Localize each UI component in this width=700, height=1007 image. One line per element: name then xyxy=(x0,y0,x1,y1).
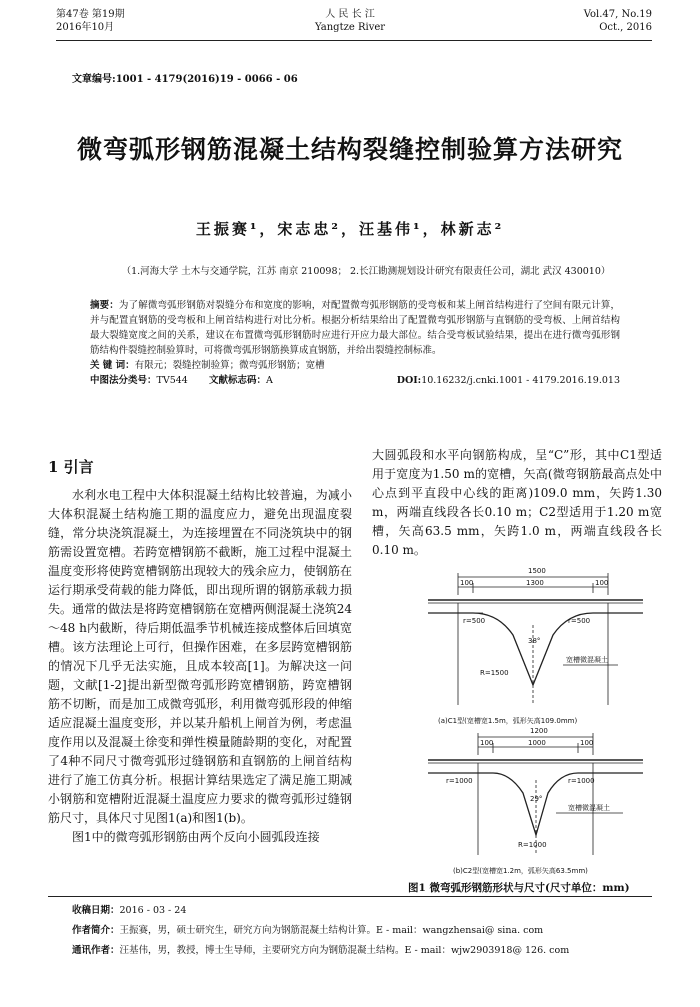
fig-b-angle: 29° xyxy=(530,795,543,803)
fig-a-dim-right: 100 xyxy=(595,579,609,587)
clc-label: 中图法分类号： xyxy=(90,375,157,386)
fig-b-dim-left: 100 xyxy=(480,739,494,747)
date-en-text: Oct., 2016 xyxy=(599,22,652,33)
figure-1 xyxy=(388,565,668,875)
journal-name-cn: 人 民 长 江 xyxy=(325,9,375,20)
fig-a-angle: 38° xyxy=(528,637,541,645)
figure-paragraph-start: 图1中的微弯弧形钢筋由两个反向小圆弧段连接 xyxy=(72,830,320,844)
keywords-label: 关 键 词： xyxy=(90,360,135,371)
corresponding-author: 汪基伟，男，教授，博士生导师，主要研究方向为钢筋混凝土结构。E - mail：wjw2903918@ 126. com xyxy=(119,945,570,956)
fig-b-r-right: r=1000 xyxy=(568,777,595,785)
fig-a-r-left: r=500 xyxy=(463,617,486,625)
abstract-label: 摘要： xyxy=(90,300,119,311)
keywords-line xyxy=(90,358,620,373)
corresponding-line xyxy=(72,942,569,956)
fig-b-label: 宽槽微混凝土 xyxy=(568,804,610,812)
received-label: 收稿日期： xyxy=(72,905,120,916)
fig-a-caption: (a)C1型(宽槽宽1.5m，弧形矢高109.0mm) xyxy=(438,717,578,725)
corresponding-label: 通讯作者： xyxy=(72,945,120,956)
doi-value: 10.16232/j.cnki.1001 - 4179.2016.19.013 xyxy=(421,375,620,386)
author-list: 王振赛¹，宋志忠²，汪基伟¹，林新志² xyxy=(195,220,505,238)
journal-volume-en xyxy=(584,8,652,34)
abstract-body: 为了解微弯弧形钢筋对裂缝分布和宽度的影响，对配置微弯弧形钢筋的受弯板和某上闸首结构进行了空间有限元计算，并与配置直钢筋的受弯板和上闸首结构进行对比分析。根据分析结果给出了配置微弯弧形钢筋与直钢筋的受弯板、上闸首结构最大裂缝宽度之间的关系，建议在布置微弯弧形钢筋时应进行开应力最大部位。结合受弯板试验结果，提出在进行微弯弧形钢筋结构件裂缝控制验算时，可将微弯弧形钢筋换算成直钢筋，并给出裂缝控制标准。 xyxy=(90,300,620,356)
keywords-value: 有限元；裂缝控制验算；微弯弧形钢筋；宽槽 xyxy=(134,360,325,371)
affiliation: （1.河海大学 土木与交通学院，江苏 南京 210098； 2.长江勘测规划设计研究有限责任公司，湖北 武汉 430010） xyxy=(121,266,611,277)
received-line xyxy=(72,902,186,916)
author-bio-line xyxy=(72,922,543,936)
doi-label: DOI: xyxy=(396,375,422,386)
article-number: 文章编号:1001 - 4179(2016)19 - 0066 - 06 xyxy=(72,74,298,85)
doc-code-value: A xyxy=(266,375,273,386)
fig-b-dim-mid: 1000 xyxy=(528,739,546,747)
abstract-text xyxy=(90,298,620,358)
section-heading: 1 引言 xyxy=(48,458,94,476)
author-bio: 王振赛，男，硕士研究生，研究方向为钢筋混凝土结构计算。E - mail：wangzhensai@ sina. com xyxy=(119,925,544,936)
fig-b-radius: R=1000 xyxy=(518,841,547,849)
clc-value: TV544 xyxy=(156,375,188,386)
classification-line xyxy=(90,373,620,388)
footnote-divider xyxy=(48,896,652,897)
left-column xyxy=(48,486,352,847)
issue-date-text: 2016年10月 xyxy=(56,22,115,33)
figure-caption: 图1 微弯弧形钢筋形状与尺寸(尺寸单位：mm) xyxy=(408,882,630,894)
fig-b-r-left: r=1000 xyxy=(446,777,473,785)
fig-b-dim-total: 1200 xyxy=(530,727,548,735)
fig-b-dim-right: 100 xyxy=(580,739,594,747)
received-date: 2016 - 03 - 24 xyxy=(119,905,187,916)
author-bio-label: 作者简介： xyxy=(72,925,120,936)
fig-a-radius: R=1500 xyxy=(480,669,509,677)
journal-name-en: Yangtze River xyxy=(314,22,386,33)
right-column xyxy=(372,446,662,560)
figure-1a-labels xyxy=(460,567,608,677)
fig-a-r-right: r=500 xyxy=(568,617,591,625)
figure-description: 大圆弧段和水平向钢筋构成，呈“C”形，其中C1型适用于宽度为1.50 m的宽槽，矢高(微弯钢筋最高点处中心点到平直段中心线的距离)109.0 mm，矢跨1.30 m，两端直线段各长0.10 m；C2型适用于1.20 m宽槽，矢高63.5 mm，矢跨1.0 m，两端直线段各长0.10 m。 xyxy=(372,448,662,557)
volume-en-text: Vol.47, No.19 xyxy=(583,9,652,20)
fig-a-label: 宽槽微混凝土 xyxy=(566,656,608,664)
abstract-block xyxy=(90,298,620,388)
intro-paragraph: 水利水电工程中大体积混凝土结构比较普遍，为减小大体积混凝土结构施工期的温度应力，避免出现温度裂缝，常分块浇筑混凝土，为连接埋置在不同浇筑块中的钢筋需设置宽槽。若跨宽槽钢筋不截断，施工过程中混凝土温度变形将使跨宽槽钢筋出现较大的残余应力，使钢筋在运行期承受荷载的能力降低，即出现所谓的钢筋承载力损失。通常的做法是将跨宽槽钢筋在宽槽两侧混凝土浇筑24～48 h内截断，待后期低温季节机械连接成整体后回填宽槽。该方法理论上可行，但操作困难，在多层跨宽槽钢筋的情况下几乎无法实施，且成本较高[1]。为解决这一问题，文献[1-2]提出新型微弯弧形跨宽槽钢筋，跨宽槽钢筋不切断，而是加工成微弯弧形，利用微弯弧形段的伸缩适应混凝土温度变形，并以某升船机上闸首为例，考虑温度作用以及混凝土徐变和弹性模量随龄期的变化，对配置了4种不同尺寸微弯弧形过缝钢筋和直钢筋的上闸首结构进行了施工仿真分析。根据计算结果选定了满足施工期减小钢筋和宽槽附近混凝土温度应力要求的微弯弧形过缝钢筋尺寸，具体尺寸见图1(a)和图1(b)。 xyxy=(48,488,352,825)
fig-b-caption: (b)C2型(宽槽宽1.2m，弧形矢高63.5mm) xyxy=(453,867,588,875)
figure-1b xyxy=(428,727,643,875)
header-divider xyxy=(56,40,652,41)
volume-issue-text: 第47卷 第19期 xyxy=(56,9,125,20)
fig-a-dim-left: 100 xyxy=(460,579,474,587)
doc-code-label: 文献标志码： xyxy=(209,375,267,386)
paper-title: 微弯弧形钢筋混凝土结构裂缝控制验算方法研究 xyxy=(76,135,623,164)
fig-a-dim-mid: 1300 xyxy=(526,579,544,587)
fig-a-dim-total: 1500 xyxy=(528,567,546,575)
